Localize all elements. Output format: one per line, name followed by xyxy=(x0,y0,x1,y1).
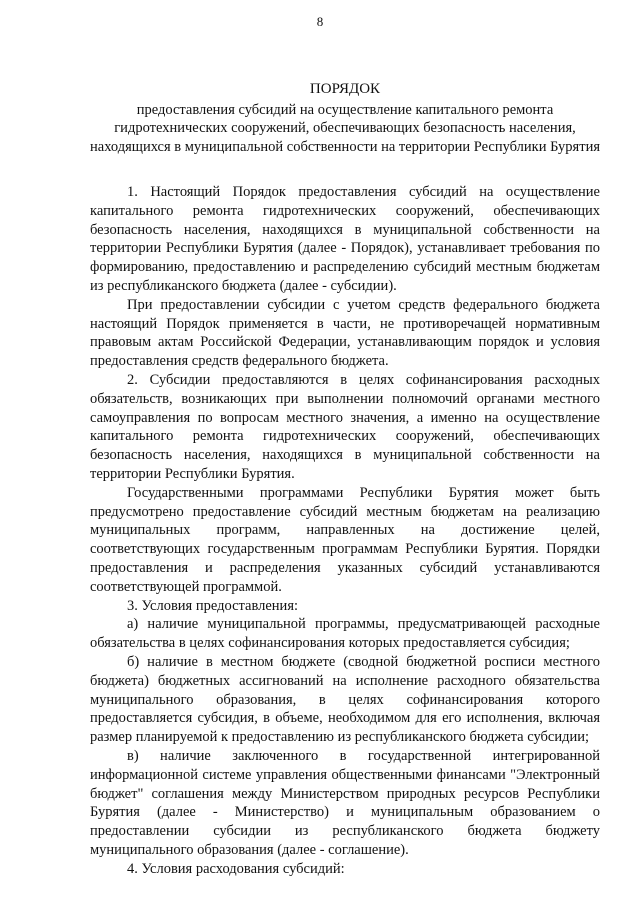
paragraph-8: в) наличие заключенного в государственной интегрированной информационной системе управления общественными финансами "Электронный бюджет" соглашения между Министерством природных ресурсов Республики Бурятия (далее - Министерство) и муниципальным образованием о предоставлении субсидии из республиканского бюджета бюджету муниципального образования (далее - соглашение). xyxy=(90,747,600,858)
paragraph-9: 4. Условия расходования субсидий: xyxy=(127,860,345,877)
paragraph-3: 2. Субсидии предоставляются в целях софинансирования расходных обязательств, возникающих при выполнении полномочий органами местного самоуправления по вопросам местного значения, а именно на осуществление капитального ремонта гидротехнических сооружений, обеспечивающих безопасность населения, находящихся в муниципальной собственности на территории Республики Бурятия. xyxy=(90,371,600,482)
paragraph-4: Государственными программами Республики Бурятия может быть предусмотрено предоставление субсидий местным бюджетам на реализацию муниципальных программ, направленных на достижение целей, соответствующих государственным программам Республики Бурятия. Порядки предоставления и распределения указанных субсидий устанавливаются соответствующей программой. xyxy=(90,484,600,595)
paragraph-6: а) наличие муниципальной программы, предусматривающей расходные обязательства в целях софинансирования которых предоставляется субсидия; xyxy=(90,616,600,652)
page-number: 8 xyxy=(316,14,324,29)
document-title: ПОРЯДОК xyxy=(309,81,381,97)
paragraph-2: При предоставлении субсидии с учетом средств федерального бюджета настоящий Порядок применяется в части, не противоречащей нормативным правовым актам Российской Федерации, устанавливающим порядок и условия предоставления средств федерального бюджета. xyxy=(90,296,600,370)
title-block xyxy=(90,80,600,156)
paragraph-1: 1. Настоящий Порядок предоставления субсидий на осуществление капитального ремонта гидротехнических сооружений, обеспечивающих безопасность населения, находящихся в муниципальной собственности на территории Республики Бурятия (далее - Порядок), устанавливает требования по формированию, предоставлению и распределению субсидий местным бюджетам из республиканского бюджета (далее - субсидии). xyxy=(90,184,600,294)
paragraph-7: б) наличие в местном бюджете (сводной бюджетной росписи местного бюджета) бюджетных ассигнований на исполнение расходного обязательства муниципального образования, в целях софинансирования которого предоставляется субсидия, в объеме, необходимом для его исполнения, включая размер планируемой к предоставлению из республиканского бюджета субсидии; xyxy=(90,653,600,746)
document-body xyxy=(90,183,600,878)
document-subtitle: предоставления субсидий на осуществление капитального ремонта гидротехнических сооружений, обеспечивающих безопасность населения, находящихся в муниципальной собственности на территории Республики Бурятия xyxy=(90,101,600,155)
paragraph-5: 3. Условия предоставления: xyxy=(127,597,299,614)
